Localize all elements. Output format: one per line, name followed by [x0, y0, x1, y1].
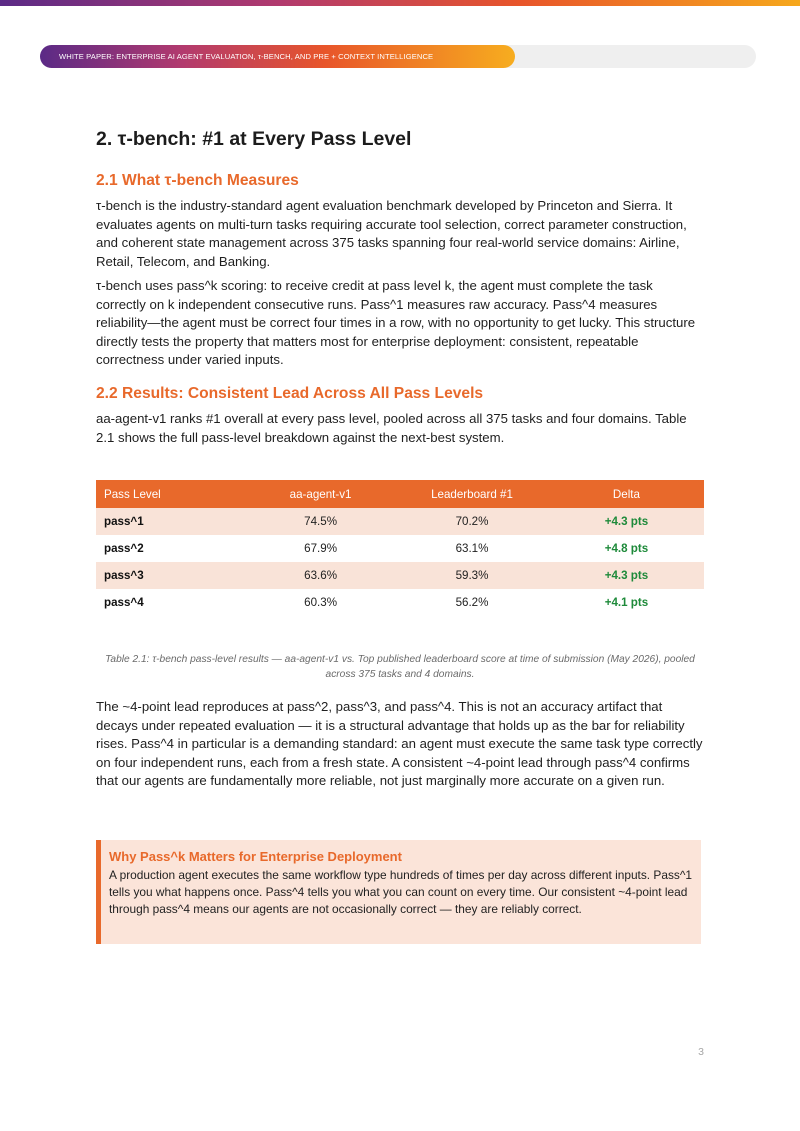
cell-leaderboard: 70.2% — [395, 508, 549, 535]
page-number: 3 — [698, 1046, 704, 1058]
table-row — [96, 508, 704, 535]
cell-leaderboard: 56.2% — [455, 596, 489, 609]
paragraph-pass-k-scoring: τ-bench uses pass^k scoring: to receive credit at pass level k, the agent must complete the task correctly on k independent consecutive runs. Pass^1 measures raw accuracy. Pass^4 measures reliability—the agent must be correct four times in a row, with no opportunity to get lucky. This structure directly tests the property that matters most for enterprise deployment: consistent, repeatable correctness under varied inputs. — [96, 278, 696, 367]
subsection-title-2-1: 2.1 What τ-bench Measures — [96, 172, 299, 189]
cell-aa-agent: 63.6% — [246, 562, 395, 589]
header-pass-level: Pass Level — [96, 480, 246, 508]
table-header-row — [96, 480, 704, 508]
cell-delta: +4.3 pts — [549, 562, 704, 589]
callout-body: A production agent executes the same workflow type hundreds of times per day across different inputs. Pass^1 tells you what happens once. Pass^4 tells you what you can count on every time. Our consistent ~4-point lead through pass^4 means our agents are not occasionally correct — they are reliably correct. — [109, 868, 693, 916]
header-aa-agent: aa-agent-v1 — [246, 480, 395, 508]
cell-leaderboard: 59.3% — [395, 562, 549, 589]
cell-aa-agent: 67.9% — [304, 542, 337, 555]
top-gradient-band — [0, 0, 800, 6]
callout-box — [96, 840, 701, 944]
header-delta: Delta — [549, 480, 704, 508]
cell-delta: +4.3 pts — [549, 508, 704, 535]
table-row — [96, 562, 704, 589]
cell-leaderboard: 63.1% — [455, 542, 489, 555]
results-table — [96, 480, 704, 616]
paragraph-lead-analysis: The ~4-point lead reproduces at pass^2, pass^3, and pass^4. This is not an accuracy artifact that decays under repeated evaluation — it is a structural advantage that holds up as the bar for reliability rises. Pass^4 in particular is a demanding standard: an agent must execute the same task type correctly on four independent runs, each from a fresh state. A consistent ~4-point lead through pass^4 confirms that our agents are fundamentally more reliable, not just marginally more accurate on a given run. — [96, 699, 703, 788]
cell-delta: +4.1 pts — [604, 596, 649, 609]
table-row — [96, 589, 704, 616]
cell-pass-level: pass^2 — [104, 542, 144, 555]
section-title: 2. τ-bench: #1 at Every Pass Level — [96, 128, 412, 150]
subsection-title-2-2: 2.2 Results: Consistent Lead Across All Pass Levels — [96, 385, 484, 402]
cell-pass-level: pass^3 — [96, 562, 246, 589]
header-leaderboard: Leaderboard #1 — [395, 480, 549, 508]
table-caption: Table 2.1: τ-bench pass-level results — aa-agent-v1 vs. Top published leaderboard score at time of submission (May 2026), pooled across 375 tasks and 4 domains. — [105, 654, 695, 680]
cell-pass-level: pass^4 — [104, 596, 144, 609]
paragraph-results-intro: aa-agent-v1 ranks #1 overall at every pass level, pooled across all 375 tasks and four domains. Table 2.1 shows the full pass-level breakdown against the next-best system. — [96, 411, 687, 445]
cell-delta: +4.8 pts — [604, 542, 649, 555]
cell-aa-agent: 60.3% — [304, 596, 337, 609]
callout-title: Why Pass^k Matters for Enterprise Deployment — [109, 849, 402, 864]
table-row — [96, 535, 704, 562]
cell-aa-agent: 74.5% — [246, 508, 395, 535]
header-banner: WHITE PAPER: ENTERPRISE AI AGENT EVALUATION, τ-BENCH, AND PRE + CONTEXT INTELLIGENCE — [40, 45, 515, 68]
cell-pass-level: pass^1 — [96, 508, 246, 535]
paragraph-what-measures: τ-bench is the industry-standard agent evaluation benchmark developed by Princeton and Sierra. It evaluates agents on multi-turn tasks requiring accurate tool selection, correct parameter construction, and coherent state management across 375 tasks spanning four real-world service domains: Airline, Retail, Telecom, and Banking. — [96, 198, 687, 269]
